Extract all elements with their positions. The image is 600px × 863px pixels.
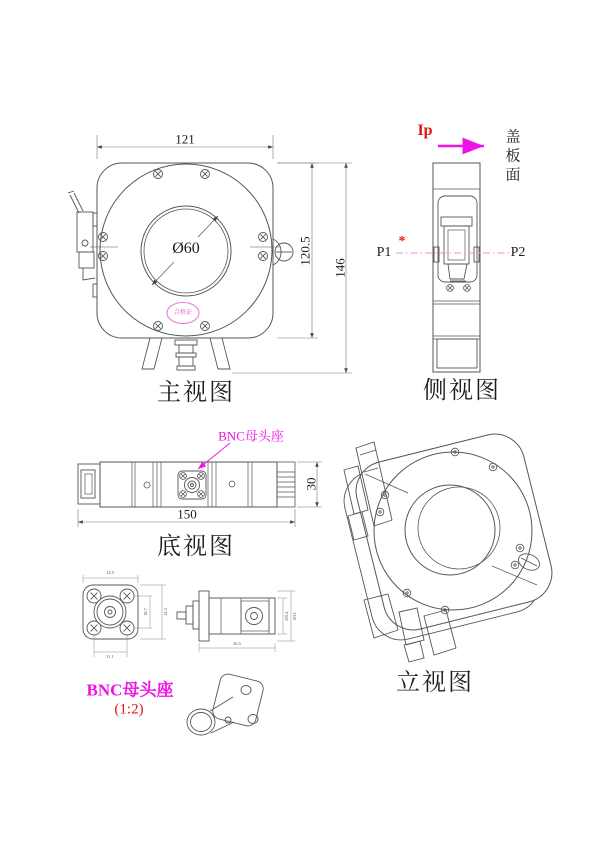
- bnc-front-view: [83, 585, 138, 639]
- bnc-dim-dia-large: Ø11: [291, 612, 297, 620]
- terminal-p2-label: P2: [510, 245, 526, 260]
- bottom-view-drawing: [78, 443, 322, 527]
- bottom-right-grip: [277, 462, 295, 507]
- side-view-drawing: [396, 146, 510, 372]
- bnc-detail-scale: (1:2): [114, 701, 144, 718]
- bottom-bnc-flange: [178, 471, 206, 499]
- iso-bore: [405, 485, 495, 575]
- polarity-mark: *: [398, 234, 406, 249]
- iso-view-title: 立视图: [396, 670, 474, 696]
- bottom-length-dim: 150: [177, 506, 197, 522]
- bnc-dim-inner: 10.7: [142, 608, 148, 616]
- front-legs: [142, 338, 230, 369]
- bnc-dim-dia-small: Ø9.4: [283, 611, 289, 621]
- bottom-left-latch: [78, 464, 100, 504]
- bottom-bnc-callout: BNC母头座: [218, 428, 284, 444]
- front-view-title: 主视图: [157, 380, 235, 406]
- front-latch: [68, 191, 97, 297]
- bnc-dim-length: 26.5: [233, 640, 241, 646]
- bnc-dimensions: [83, 575, 295, 657]
- bnc-side-view: [177, 591, 275, 641]
- bottom-body-outline: [100, 462, 277, 507]
- side-latch: [434, 217, 479, 281]
- terminal-p1-label: P1: [376, 245, 392, 260]
- side-body-outline: [433, 163, 480, 372]
- front-dimensions: [97, 131, 352, 373]
- front-width-dim: 121: [175, 131, 195, 147]
- bnc-dim-outer: 14.5: [162, 608, 168, 616]
- bore-diameter-label: Ø60: [172, 240, 200, 257]
- bnc-detail-callout: BNC母头座: [86, 680, 174, 700]
- cover-face-label: 盖板面: [503, 128, 520, 186]
- bnc-callout-leader: [198, 443, 230, 469]
- front-inner-height-dim: 120.5: [297, 236, 313, 266]
- bnc-iso-view: [187, 672, 265, 735]
- iso-view-drawing: [338, 428, 559, 662]
- front-thumbscrew: [273, 239, 293, 265]
- primary-current-label: Ip: [417, 122, 433, 139]
- bnc-dim-top: 14.5: [106, 569, 114, 575]
- cert-badge-text: 合格证: [173, 310, 193, 316]
- bnc-dim-bottom: 11.1: [106, 653, 114, 659]
- bottom-view-title: 底视图: [157, 534, 235, 560]
- side-view-title: 侧视图: [423, 378, 501, 404]
- bottom-thickness-dim: 30: [303, 477, 319, 491]
- front-total-height-dim: 146: [332, 258, 348, 278]
- front-bnc-stub: [175, 340, 197, 370]
